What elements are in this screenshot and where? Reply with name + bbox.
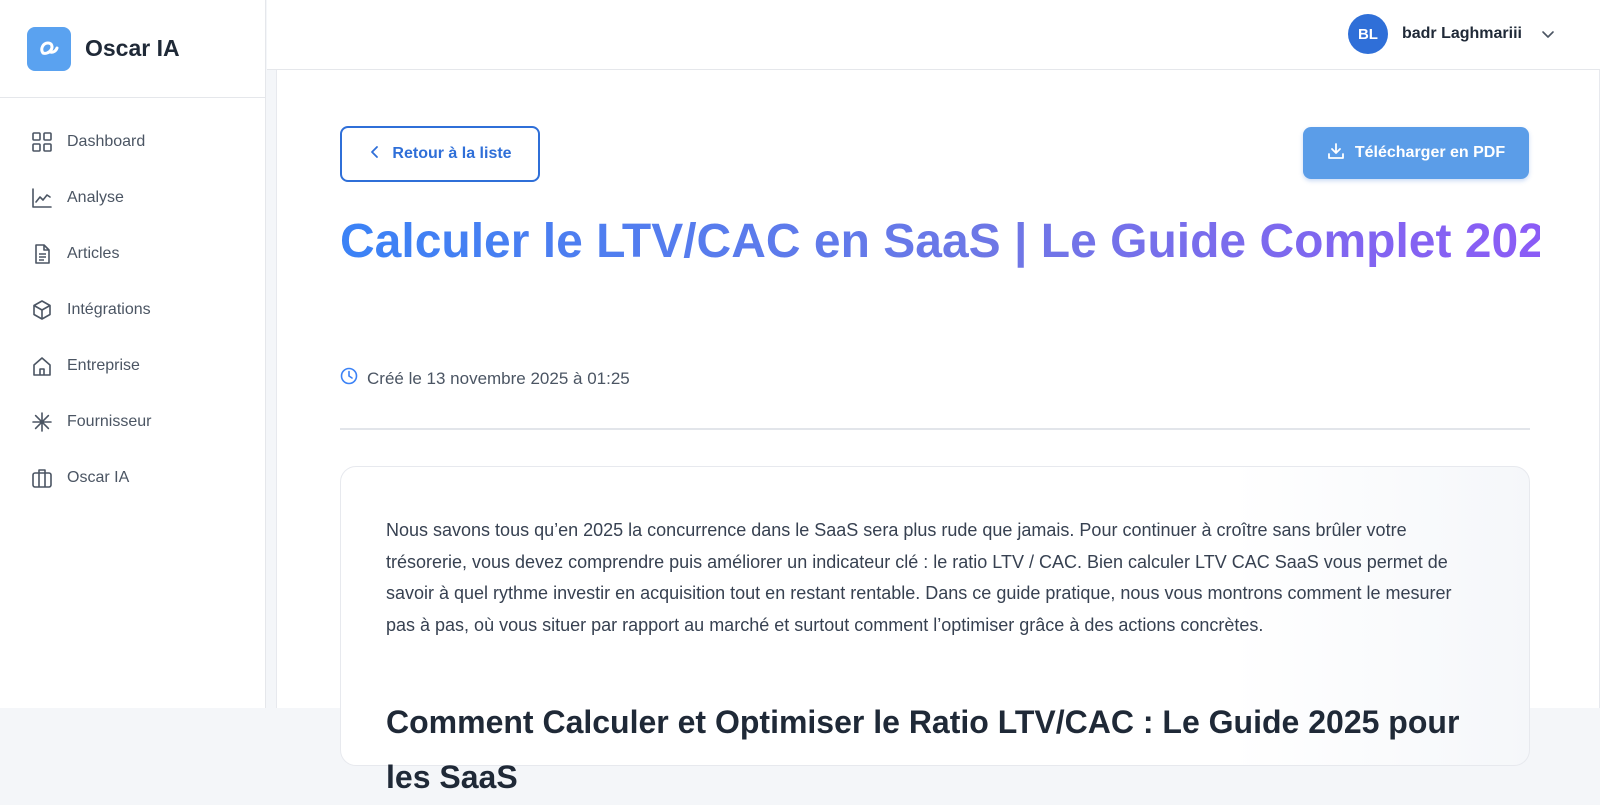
brand[interactable] [0,0,265,98]
home-icon [31,355,53,377]
article-heading: Comment Calculer et Optimiser le Ratio LTV/CAC : Le Guide 2025 pour les SaaS [386,704,1460,795]
document-icon [31,243,53,265]
user-name: badr Laghmariii [1401,25,1522,42]
chevron-down-icon [1540,26,1556,42]
app-name: Oscar IA [85,35,180,61]
sidebar-item-dashboard[interactable] [0,114,265,170]
sidebar-item-label: Entreprise [67,357,140,374]
avatar: BL [1348,14,1388,54]
user-menu[interactable] [1348,13,1556,55]
download-pdf-label: Télécharger en PDF [1354,144,1506,161]
article-intro: Nous savons tous qu’en 2025 la concurrence dans le SaaS sera plus rude que jamais. Pour continuer à croître sans brûler votre trésorerie, vous devez comprendre puis améliorer un indicateur clé : le ratio LTV / CAC. Bien calculer LTV CAC SaaS vous permet de savoir à quel rythme investir en acquisition tout en restant rentable. Dans ce guide pratique, nous vous montrons comment le mesurer pas à pas, où vous situer par rapport au marché et surtout comment l’optimiser grâce à des actions concrètes. [386,520,1452,635]
sidebar-item-label: Dashboard [67,133,146,150]
back-to-list-button[interactable] [340,126,540,182]
sidebar [0,0,266,708]
sidebar-item-label: Fournisseur [67,413,152,430]
sidebar-item-oscar-ia[interactable] [0,450,265,506]
article-meta [340,367,630,390]
line-chart-icon [31,187,53,209]
main-content [276,70,1600,795]
sidebar-item-analyse[interactable] [0,170,265,226]
briefcase-icon [31,467,53,489]
cube-icon [31,299,53,321]
sidebar-item-label: Articles [67,245,120,262]
article-body [340,466,1530,795]
download-pdf-button[interactable] [1303,127,1529,179]
sidebar-item-label: Intégrations [67,301,151,318]
sidebar-item-label: Analyse [67,189,124,206]
oscar-logo-icon [27,27,71,71]
page-title: Calculer le LTV/CAC en SaaS | Le Guide Complet 2025 [340,215,1572,268]
sidebar-item-fournisseur[interactable] [0,394,265,450]
created-date: Créé le 13 novembre 2025 à 01:25 [367,368,630,388]
sidebar-item-entreprise[interactable] [0,338,265,394]
sidebar-nav [0,98,265,506]
back-button-label: Retour à la liste [392,145,512,162]
top-bar [267,0,1600,70]
grid-icon [31,131,53,153]
sidebar-item-articles[interactable] [0,226,265,282]
clock-icon [340,367,358,390]
download-icon [1327,142,1345,165]
sidebar-item-integrations[interactable] [0,282,265,338]
sidebar-item-label: Oscar IA [67,469,130,486]
chevron-left-icon [368,145,382,164]
divider [340,428,1530,430]
asterisk-icon [31,411,53,433]
